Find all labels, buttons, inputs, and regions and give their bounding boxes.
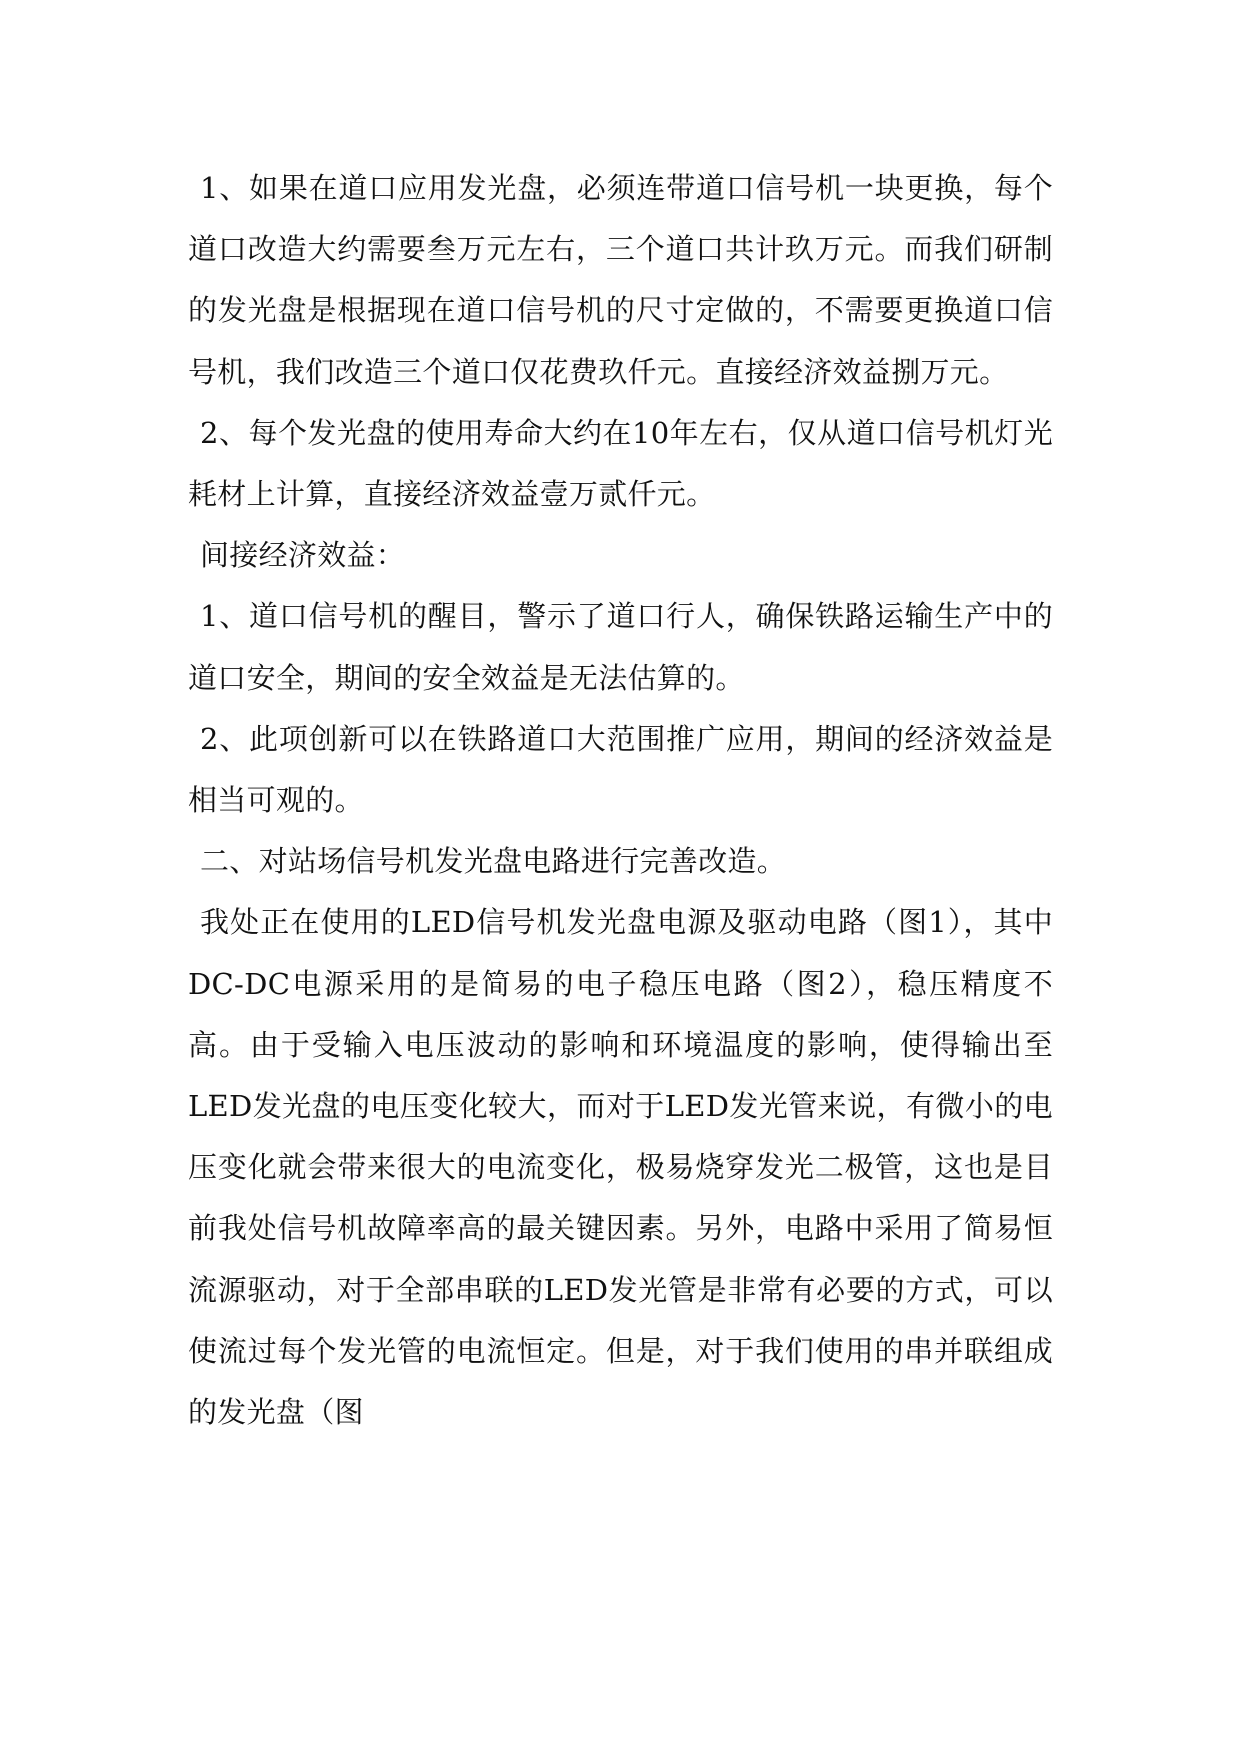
- paragraph-safety-benefit: 1、道口信号机的醒目，警示了道口行人，确保铁路运输生产中的道口安全，期间的安全效益是无法估算的。: [188, 599, 1053, 695]
- section-heading-station-signal: 二、对站场信号机发光盘电路进行完善改造。: [200, 844, 787, 879]
- heading-indirect-benefit: 间接经济效益：: [200, 538, 406, 573]
- paragraph-lifespan-benefit: 2、每个发光盘的使用寿命大约在10年左右，仅从道口信号机灯光耗材上计算，直接经济效益壹万贰仟元。: [188, 415, 1053, 512]
- document-body: [188, 158, 1053, 1443]
- paragraph-crossing-cost: 1、如果在道口应用发光盘，必须连带道口信号机一块更换，每个道口改造大约需要叁万元左右，三个道口共计玖万元。而我们研制的发光盘是根据现在道口信号机的尺寸定做的，不需要更换道口信号机，我们改造三个道口仅花费玖仟元。直接经济效益捌万元。: [188, 171, 1053, 389]
- paragraph-promotion-benefit: 2、此项创新可以在铁路道口大范围推广应用，期间的经济效益是相当可观的。: [188, 721, 1053, 818]
- paragraph-led-circuit: 我处正在使用的LED信号机发光盘电源及驱动电路（图1），其中DC-DC电源采用的是简易的电子稳压电路（图2），稳压精度不高。由于受输入电压波动的影响和环境温度的影响，使得输出至LED发光盘的电压变化较大，而对于LED发光管来说，有微小的电压变化就会带来很大的电流变化，极易烧穿发光二极管，这也是目前我处信号机故障率高的最关键因素。另外，电路中采用了简易恒流源驱动，对于全部串联的LED发光管是非常有必要的方式，可以使流过每个发光管的电流恒定。但是，对于我们使用的串并联组成的发光盘（图: [188, 905, 1053, 1430]
